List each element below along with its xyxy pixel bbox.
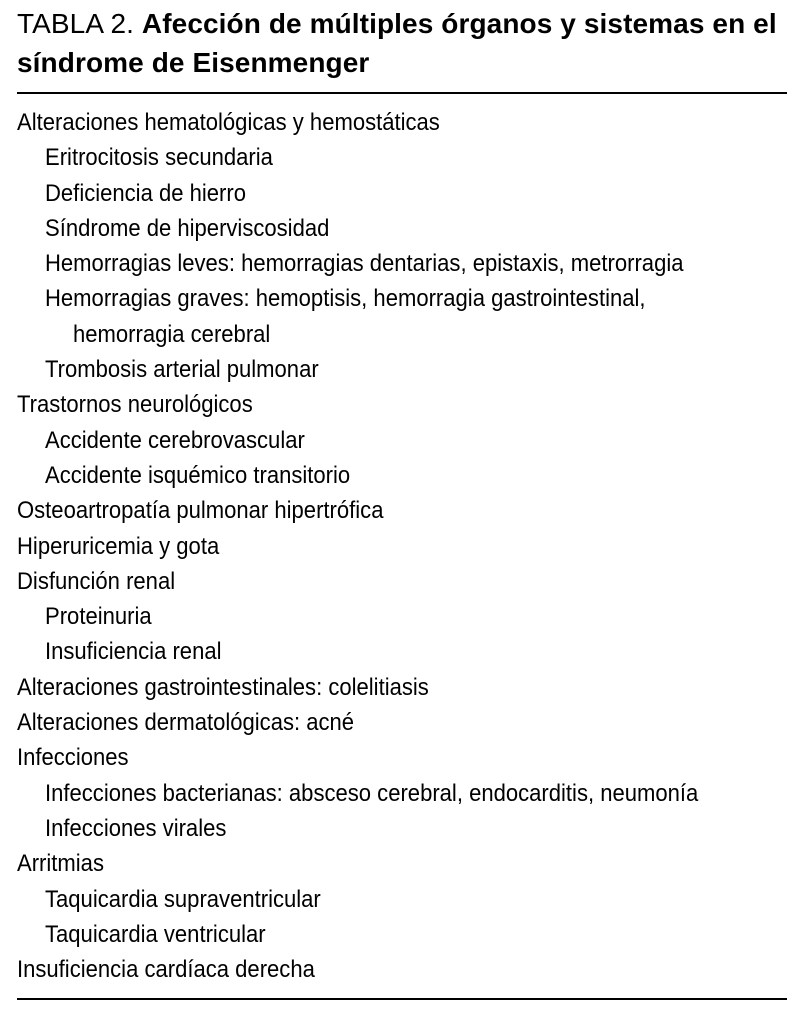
table-container [17,0,787,1000]
table-row-text: Infecciones bacterianas: absceso cerebral, endocarditis, neumonía [45,779,699,807]
table-row-category [17,952,787,987]
table-row-item [17,211,787,246]
table-row-category [17,105,787,140]
table-row-text: Eritrocitosis secundaria [45,144,273,172]
table-row-text: Hiperuricemia y gota [17,532,220,560]
table-row-text: Arritmias [17,850,104,878]
table-row-category [17,740,787,775]
table-row-item [17,634,787,669]
table-row-category [17,529,787,564]
table-row-text: hemorragia cerebral [73,320,271,348]
table-row-item [17,281,787,316]
table-row-item [17,140,787,175]
table-row-text: Accidente cerebrovascular [45,426,305,454]
bottom-rule [17,998,787,1000]
table-row-item [17,458,787,493]
table-row-category [17,387,787,422]
table-row-text: Síndrome de hiperviscosidad [45,214,330,242]
table-row-category [17,846,787,881]
table-row-item [17,917,787,952]
table-row-text: Insuficiencia renal [45,638,222,666]
table-rows [17,94,787,998]
table-row-item [17,317,787,352]
table-row-category [17,705,787,740]
table-row-text: Hemorragias graves: hemoptisis, hemorragia gastrointestinal, [45,285,646,313]
table-row-text: Alteraciones dermatológicas: acné [17,709,355,737]
table-row-text: Hemorragias leves: hemorragias dentarias, epistaxis, metrorragia [45,250,684,278]
table-row-text: Alteraciones hematológicas y hemostáticas [17,109,440,136]
table-row-text: Trombosis arterial pulmonar [45,356,319,384]
table-row-item [17,176,787,211]
table-row-category [17,670,787,705]
table-row-item [17,423,787,458]
table-row-item [17,776,787,811]
table-row-item [17,599,787,634]
table-row-text: Deficiencia de hierro [45,179,247,207]
table-row-text: Osteoartropatía pulmonar hipertrófica [17,497,384,525]
table-label: TABLA 2. [17,8,135,39]
table-row-item [17,811,787,846]
table-title [17,0,787,82]
table-caption: Afección de múltiples órganos y sistemas en el síndrome de Eisenmenger [17,8,777,78]
table-row-text: Trastornos neurológicos [17,391,253,419]
table-row-category [17,493,787,528]
table-row-item [17,882,787,917]
table-row-category [17,564,787,599]
table-row-text: Insuficiencia cardíaca derecha [17,956,315,984]
table-row-item [17,246,787,281]
table-row-text: Disfunción renal [17,567,176,595]
table-row-text: Taquicardia ventricular [45,920,266,948]
table-row-item [17,352,787,387]
table-row-text: Alteraciones gastrointestinales: colelitiasis [17,673,429,701]
table-row-text: Accidente isquémico transitorio [45,461,351,489]
table-row-text: Taquicardia supraventricular [45,885,321,913]
table-row-text: Infecciones virales [45,814,227,842]
table-row-text: Proteinuria [45,603,152,631]
table-row-text: Infecciones [17,744,129,772]
